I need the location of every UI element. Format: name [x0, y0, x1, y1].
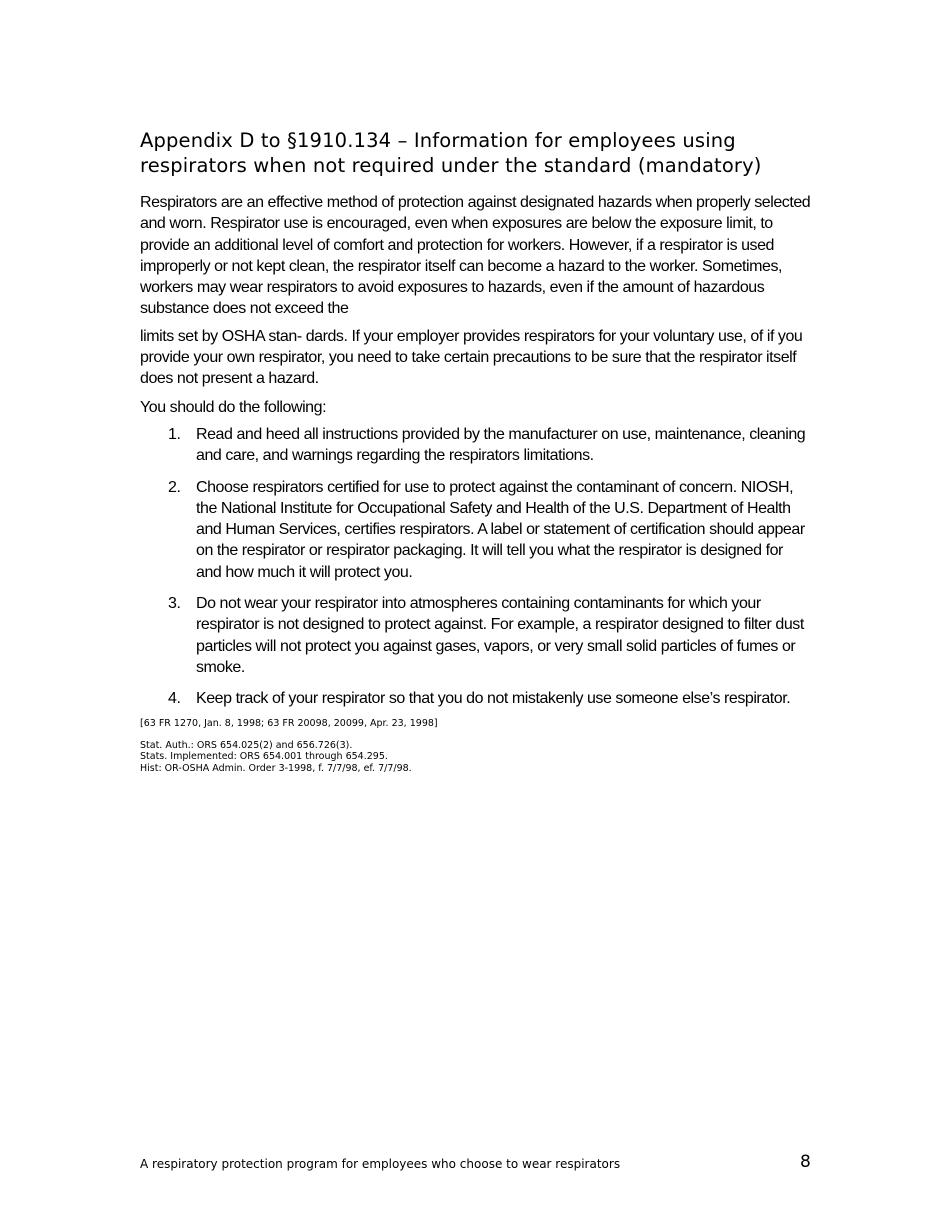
- list-item-number: 3.: [168, 595, 181, 613]
- list-item: [140, 477, 812, 583]
- list-item: [140, 688, 812, 709]
- list-item-text: Choose respirators certified for use to protect against the contaminant of concern. NIOSH, the National Institute for Occupational Safety and Health of the U.S. Department of Health and Human Services, certifies respirators. A label or statement of certification should appear on the respirator or respirator packaging. It will tell you what the respirator is designed for and how much it will protect you.: [196, 478, 805, 581]
- list-item-text: Keep track of your respirator so that you do not mistakenly use someone else’s respirator.: [196, 690, 791, 708]
- page-title: Appendix D to §1910.134 – Information for employees using respirators when not required under the standard (mandatory): [140, 129, 762, 177]
- federal-register-citation: [63 FR 1270, Jan. 8, 1998; 63 FR 20098, 20099, Apr. 23, 1998]: [140, 717, 438, 729]
- footer-text: A respiratory protection program for employees who choose to wear respirators: [140, 1157, 621, 1171]
- history-note: Hist: OR-OSHA Admin. Order 3-1998, f. 7/7/98, ef. 7/7/98.: [140, 762, 412, 774]
- list-item-number: 1.: [168, 425, 181, 443]
- list-item: [140, 424, 812, 467]
- precautions-paragraph: limits set by OSHA stan- dards. If your employer provides respirators for your voluntary use, of if you provide your own respirator, you need to take certain precautions to be sure that the respirator itself does not present a hazard.: [140, 327, 803, 388]
- list-item-text: Do not wear your respirator into atmospheres containing contaminants for which your respirator is not designed to protect against. For example, a respirator designed to filter dust particles will not protect you against gases, vapors, or very small solid particles of fumes or smoke.: [196, 595, 804, 676]
- list-item-text: Read and heed all instructions provided by the manufacturer on use, maintenance, cleaning and care, and warnings regarding the respirators limitations.: [196, 425, 806, 465]
- statutes-implemented: Stats. Implemented: ORS 654.001 through 654.295.: [140, 751, 388, 763]
- list-item-number: 4.: [168, 690, 181, 708]
- intro-paragraph: Respirators are an effective method of protection against designated hazards when properly selected and worn. Respirator use is encouraged, even when exposures are below the exposure limit, to provide an additional level of comfort and protection for workers. However, if a respirator is used improperly or not kept clean, the respirator itself can become a hazard to the worker. Sometimes, workers may wear respirators to avoid exposures to hazards, even if the amount of hazardous substance does not exceed the: [140, 194, 811, 318]
- list-intro: You should do the following:: [140, 398, 327, 416]
- document-page: [140, 128, 812, 774]
- statutory-authority: Stat. Auth.: ORS 654.025(2) and 656.726(3).: [140, 739, 353, 751]
- instruction-list: [140, 424, 812, 710]
- list-item-number: 2.: [168, 478, 181, 496]
- list-item: [140, 593, 812, 678]
- page-number: 8: [800, 1152, 811, 1172]
